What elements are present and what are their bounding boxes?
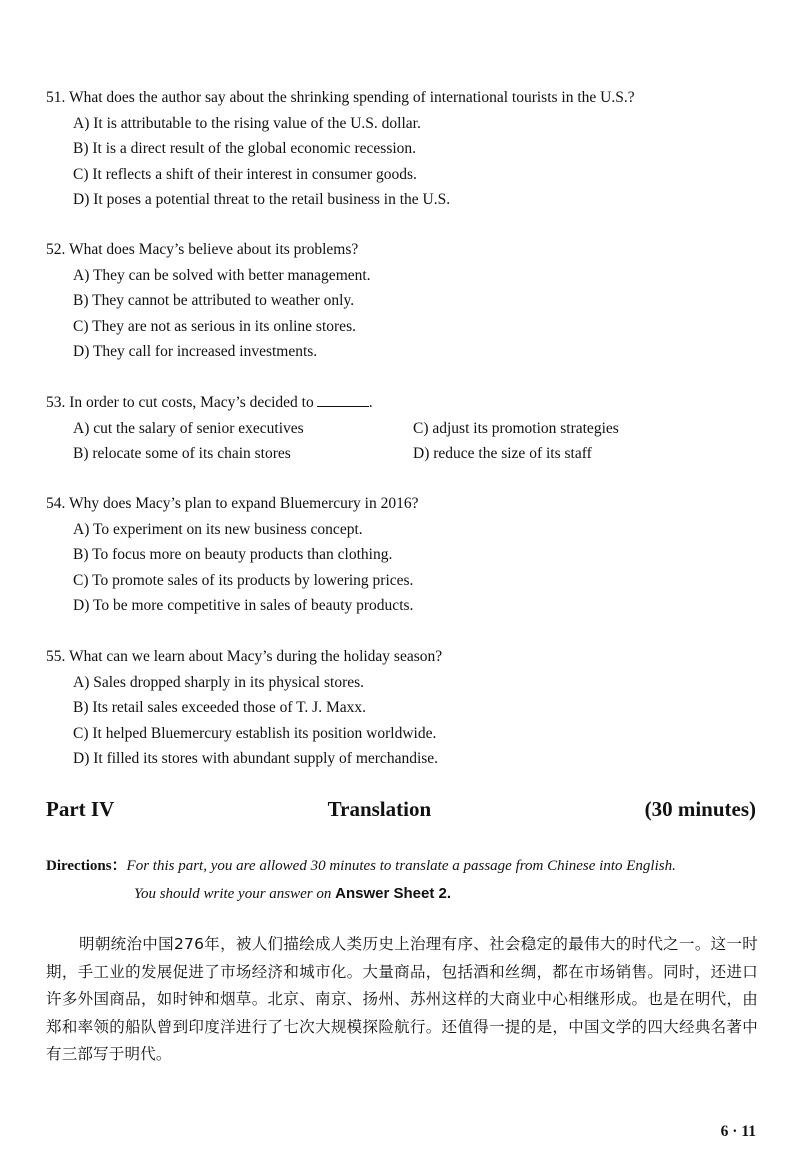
option-d: D) They call for increased investments.: [73, 343, 318, 360]
part-time: (30 minutes): [644, 797, 756, 821]
option-d: D) reduce the size of its staff: [413, 445, 592, 462]
answer-sheet-label: Answer Sheet 2.: [335, 885, 452, 902]
option-c: C) To promote sales of its products by lowering prices.: [73, 571, 414, 589]
part-header: [46, 797, 756, 822]
question-stem: 54. Why does Macy’s plan to expand Bluemercury in 2016?: [46, 495, 419, 512]
option-c: C) It reflects a shift of their interest in consumer goods.: [73, 165, 417, 183]
answer-blank: [317, 394, 369, 407]
directions-line-2: [46, 880, 766, 908]
option-c: C) They are not as serious in its online stores.: [73, 317, 356, 335]
directions-label: Directions：: [46, 858, 127, 874]
option-c: C) It helped Bluemercury establish its position worldwide.: [73, 724, 437, 742]
option-d: D) To be more competitive in sales of beauty products.: [73, 597, 414, 614]
directions: [46, 853, 766, 908]
option-b: B) To focus more on beauty products than clothing.: [73, 546, 393, 563]
page-number: 6 · 11: [720, 1123, 756, 1140]
option-a: A) They can be solved with better management.: [73, 266, 371, 284]
question-51: [46, 85, 766, 213]
option-b: B) It is a direct result of the global economic recession.: [73, 140, 417, 157]
directions-text-2: You should write your answer on: [134, 886, 332, 902]
question-55: [46, 644, 766, 772]
option-a: A) It is attributable to the rising value of the U.S. dollar.: [73, 114, 421, 132]
question-stem: [46, 390, 766, 416]
part-title: Translation: [327, 797, 432, 821]
option-a: A) Sales dropped sharply in its physical stores.: [73, 673, 365, 691]
question-stem-text: 53. In order to cut costs, Macy’s decided to: [46, 394, 314, 411]
question-52: [46, 237, 766, 365]
part-number: Part IV: [46, 797, 115, 821]
question-53: [46, 390, 766, 467]
option-b: B) Its retail sales exceeded those of T. J. Maxx.: [73, 699, 366, 716]
question-stem-end: .: [368, 394, 373, 411]
option-a: A) cut the salary of senior executives: [73, 419, 304, 437]
directions-line-1: [46, 853, 766, 880]
question-stem: 55. What can we learn about Macy’s during the holiday season?: [46, 648, 443, 665]
option-c: C) adjust its promotion strategies: [413, 419, 619, 437]
option-b: B) relocate some of its chain stores: [73, 445, 291, 462]
option-d: D) It filled its stores with abundant supply of merchandise.: [73, 750, 439, 767]
option-a: A) To experiment on its new business concept.: [73, 520, 363, 538]
translation-passage: 明朝统治中国276年，被人们描绘成人类历史上治理有序、社会稳定的最伟大的时代之一。这一时期，手工业的发展促进了市场经济和城市化。大量商品，包括酒和丝绸，都在市场销售。同时，还进口许多外国商品，如时钟和烟草。北京、南京、扬州、苏州这样的大商业中心相继形成。也是在明代，由郑和率领的船队曾到印度洋进行了七次大规模探险航行。还值得一提的是，中国文学的四大经典名著中有三部写于明代。: [46, 935, 758, 1063]
option-d: D) It poses a potential threat to the retail business in the U.S.: [73, 191, 451, 208]
directions-text: For this part, you are allowed 30 minutes to translate a passage from Chinese into English.: [126, 858, 676, 874]
question-stem: 51. What does the author say about the shrinking spending of international tourists in the U.S.?: [46, 89, 635, 106]
option-b: B) They cannot be attributed to weather only.: [73, 292, 355, 309]
options-grid: [46, 416, 766, 467]
question-54: [46, 491, 766, 619]
question-stem: 52. What does Macy’s believe about its problems?: [46, 241, 359, 258]
